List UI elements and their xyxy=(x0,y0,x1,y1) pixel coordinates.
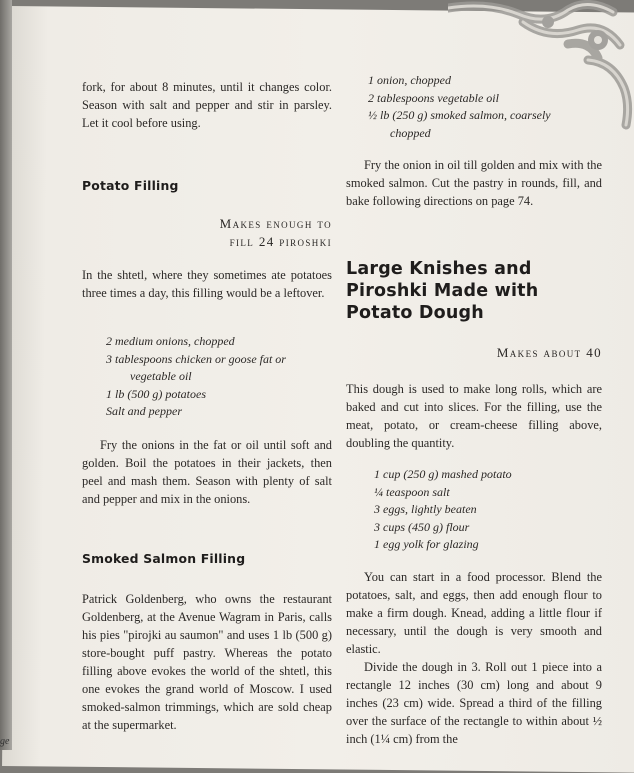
ingredient-item: Salt and pepper xyxy=(106,404,182,418)
knishes-title xyxy=(346,258,602,324)
ingredient-item: 1 lb (500 g) potatoes xyxy=(106,386,206,401)
potato-ingredients xyxy=(106,333,306,421)
paragraph-text: Divide the dough in 3. Roll out 1 piece into a rectangle 12 inches (30 cm) long and about 9 inches (23 cm) wide. Spread a third of the filling over the surface of the rectangle to within about ½ inch (1¼ cm) from the xyxy=(346,660,602,746)
smoked-salmon-title: Smoked Salmon Filling xyxy=(82,551,246,566)
facing-page-fragment: ge xyxy=(0,736,10,747)
paragraph-text: Fry the onion in oil till golden and mix with the smoked salmon. Cut the pastry in rounds, fill, and bake following directions on page 74. xyxy=(346,158,602,208)
ingredient-item: 1 cup (250 g) mashed potato xyxy=(374,467,512,481)
knishes-method-1 xyxy=(346,568,602,658)
yield-line: Makes enough to xyxy=(219,216,332,231)
ingredient-item: ¼ teaspoon salt xyxy=(374,484,450,499)
salmon-method xyxy=(346,156,602,210)
paragraph-text: In the shtetl, where they sometimes ate potatoes three times a day, this filling would be a leftover. xyxy=(82,268,332,300)
paragraph-text: This dough is used to make long rolls, which are baked and cut into slices. For the filling, use the meat, potato, or cream-cheese filling above, doubling the quantity. xyxy=(346,382,602,450)
ingredient-item: ½ lb (250 g) smoked salmon, coarsely chopped xyxy=(368,108,551,140)
potato-method xyxy=(82,436,332,508)
knishes-method-2 xyxy=(346,658,602,748)
ingredient-item: 3 cups (450 g) flour xyxy=(374,519,470,534)
ingredient-item: 2 medium onions, chopped xyxy=(106,334,235,348)
ingredient-item: 3 eggs, lightly beaten xyxy=(374,502,477,516)
title-line: Piroshki Made with xyxy=(346,281,539,301)
paragraph-text: Patrick Goldenberg, who owns the restaurant Goldenberg, at the Avenue Wagram in Paris, calls his pies "pirojki au saumon" and uses 1 lb (500 g) store-bought puff pastry. Whereas the potato filling above evokes the world of the shtetl, this one evokes the grand world of Moscow. I used smoked-salmon trimmings, which are sold cheap at the supermarket. xyxy=(82,592,332,732)
title-line: Potato Dough xyxy=(346,303,484,323)
knishes-ingredients xyxy=(374,466,574,554)
paragraph-text: fork, for about 8 minutes, until it changes color. Season with salt and pepper and stir in parsley. Let it cool before using. xyxy=(82,80,332,130)
knishes-yield: Makes about 40 xyxy=(496,345,602,360)
salmon-intro xyxy=(82,590,332,734)
continued-paragraph xyxy=(82,78,332,132)
potato-yield xyxy=(150,215,332,251)
paragraph-text: You can start in a food processor. Blend the potatoes, salt, and eggs, then add enough flour to make a firm dough. Knead, adding a little flour if necessary, until the dough is very smooth and elastic. xyxy=(346,570,602,656)
title-line: Large Knishes and xyxy=(346,259,532,279)
ingredient-item: 2 tablespoons vegetable oil xyxy=(368,90,499,105)
book-spine-edge xyxy=(0,0,12,750)
ingredient-item: 1 egg yolk for glazing xyxy=(374,537,479,551)
potato-filling-title: Potato Filling xyxy=(82,178,179,193)
yield-line: fill 24 piroshki xyxy=(229,234,332,249)
ingredient-item: 3 tablespoons chicken or goose fat or vegetable oil xyxy=(106,351,286,383)
knishes-intro xyxy=(346,380,602,452)
salmon-ingredients xyxy=(368,72,568,142)
potato-intro xyxy=(82,266,332,302)
ingredient-item: 1 onion, chopped xyxy=(368,73,451,87)
paragraph-text: Fry the onions in the fat or oil until soft and golden. Boil the potatoes in their jackets, then peel and mash them. Season with plenty of salt and pepper and mix in the onions. xyxy=(82,438,332,506)
